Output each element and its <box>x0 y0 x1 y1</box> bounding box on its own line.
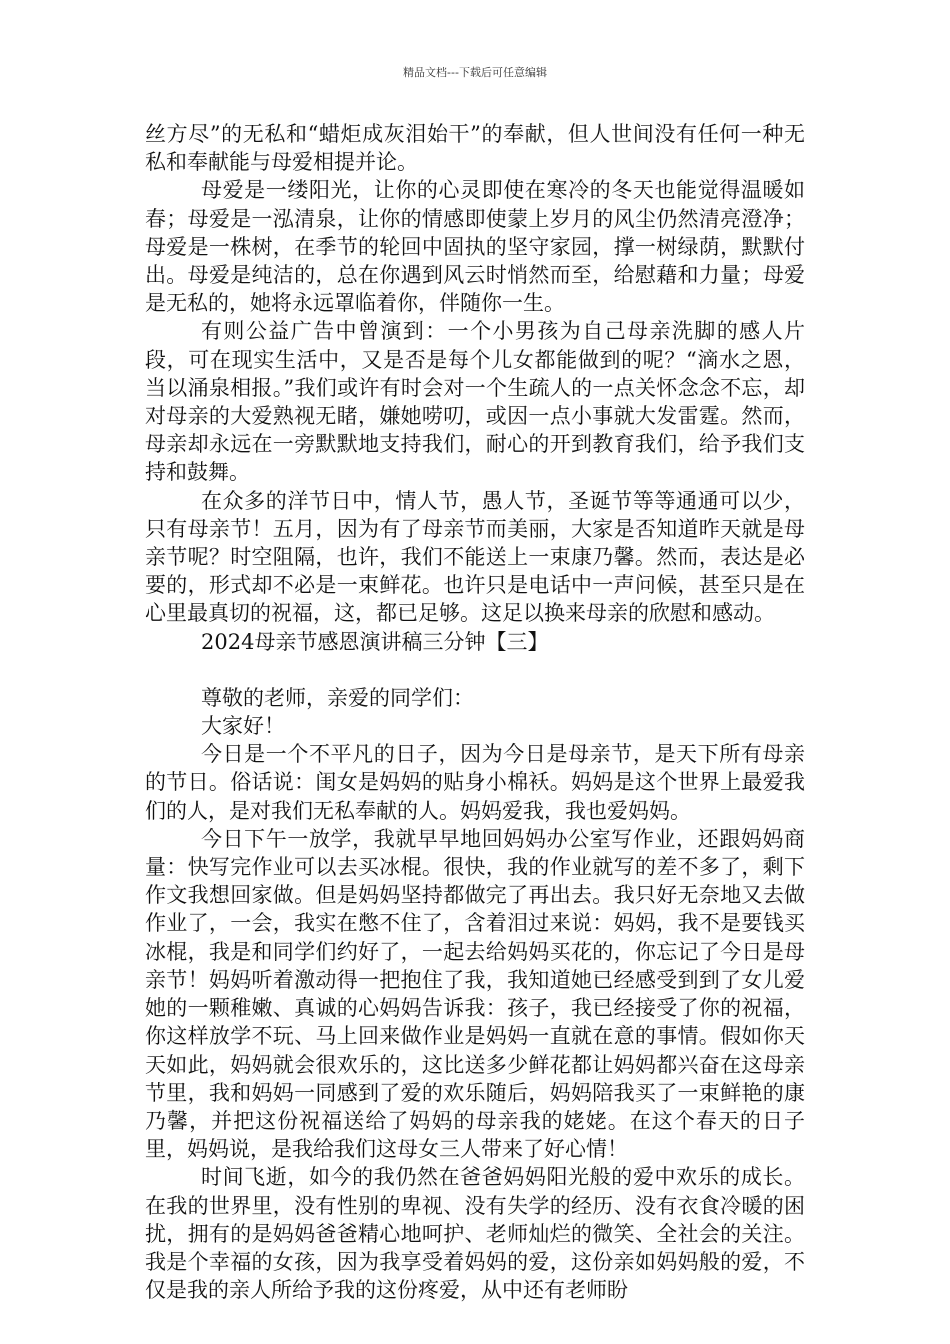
speech-paragraph-2: 今日下午一放学，我就早早地回妈妈办公室写作业，还跟妈妈商量：快写完作业可以去买冰棍。很快，我的作业就写的差不多了，剩下作文我想回家做。但是妈妈坚持都做完了再出去。我只好无奈地又去做作业了，一会，我实在憋不住了，含着泪过来说：妈妈，我不是要钱买冰棍，我是和同学们约好了，一起去给妈妈买花的，你忘记了今日是母亲节！妈妈听着激动得一把抱住了我，我知道她已经感受到到了女儿爱她的一颗稚嫩、真诚的心妈妈告诉我：孩子，我已经接受了你的祝福，你这样放学不玩、马上回来做作业是妈妈一直就在意的事情。假如你天天如此，妈妈就会很欢乐的，这比送多少鲜花都让妈妈都兴奋在这母亲节里，我和妈妈一同感到了爱的欢乐随后，妈妈陪我买了一束鲜艳的康乃馨，并把这份祝福送给了妈妈的母亲我的姥姥。在这个春天的日子里，妈妈说，是我给我们这母女三人带来了好心情！ <box>145 826 805 1162</box>
blank-line <box>145 656 805 684</box>
speech-paragraph-3: 时间飞逝，如今的我仍然在爸爸妈妈阳光般的爱中欢乐的成长。在我的世界里，没有性别的卑视、没有失学的经历、没有衣食冷暖的困扰，拥有的是妈妈爸爸精心地呵护、老师灿烂的微笑、全社会的关注。我是个幸福的女孩，因为我享受着妈妈的爱，这份亲如妈妈般的爱，不仅是我的亲人所给予我的这份疼爱，从中还有老师盼 <box>145 1165 805 1303</box>
speech-paragraph-1: 今日是一个不平凡的日子，因为今日是母亲节，是天下所有母亲的节日。俗话说：闺女是妈妈的贴身小棉袄。妈妈是这个世界上最爱我们的人，是对我们无私奉献的人。妈妈爱我，我也爱妈妈。 <box>145 742 805 823</box>
paragraph-2: 母爱是一缕阳光，让你的心灵即使在寒冷的冬天也能觉得温暖如春；母爱是一泓清泉，让你的情感即使蒙上岁月的风尘仍然清亮澄净；母爱是一株树，在季节的轮回中固执的坚守家园，撑一树绿荫，默默付出。母爱是纯洁的，总在你遇到风云时悄然而至，给慰藉和力量；母爱是无私的，她将永远罩临着你，伴随你一生。 <box>145 178 805 316</box>
document-body <box>145 120 805 1304</box>
paragraph-4: 在众多的洋节日中，情人节，愚人节，圣诞节等等通通可以少，只有母亲节！五月，因为有了母亲节而美丽，大家是否知道昨天就是母亲节呢？时空阻隔，也许，我们不能送上一束康乃馨。然而，表达是必要的，形式却不必是一束鲜花。也许只是电话中一声问候，甚至只是在心里最真切的祝福，这，都已足够。这足以换来母亲的欣慰和感动。 <box>145 488 805 626</box>
greeting-hello: 大家好！ <box>201 714 285 739</box>
paragraph-3: 有则公益广告中曾演到：一个小男孩为自己母亲洗脚的感人片段，可在现实生活中，又是否是每个儿女都能做到的呢？“滴水之恩，当以涌泉相报。”我们或许有时会对一个生疏人的一点关怀念念不忘，却对母亲的大爱熟视无睹，嫌她唠叨，或因一点小事就大发雷霆。然而，母亲却永远在一旁默默地支持我们，耐心的开到教育我们，给予我们支持和鼓舞。 <box>145 319 805 485</box>
paragraph-1: 丝方尽”的无私和“蜡炬成灰泪始干”的奉献，但人世间没有任何一种无私和奉献能与母爱相提并论。 <box>145 122 805 175</box>
greeting-salutation: 尊敬的老师，亲爱的同学们： <box>201 685 474 710</box>
section-title: 2024母亲节感恩演讲稿三分钟【三】 <box>201 629 549 654</box>
page-header: 精品文档---下载后可任意编辑 <box>403 66 547 79</box>
